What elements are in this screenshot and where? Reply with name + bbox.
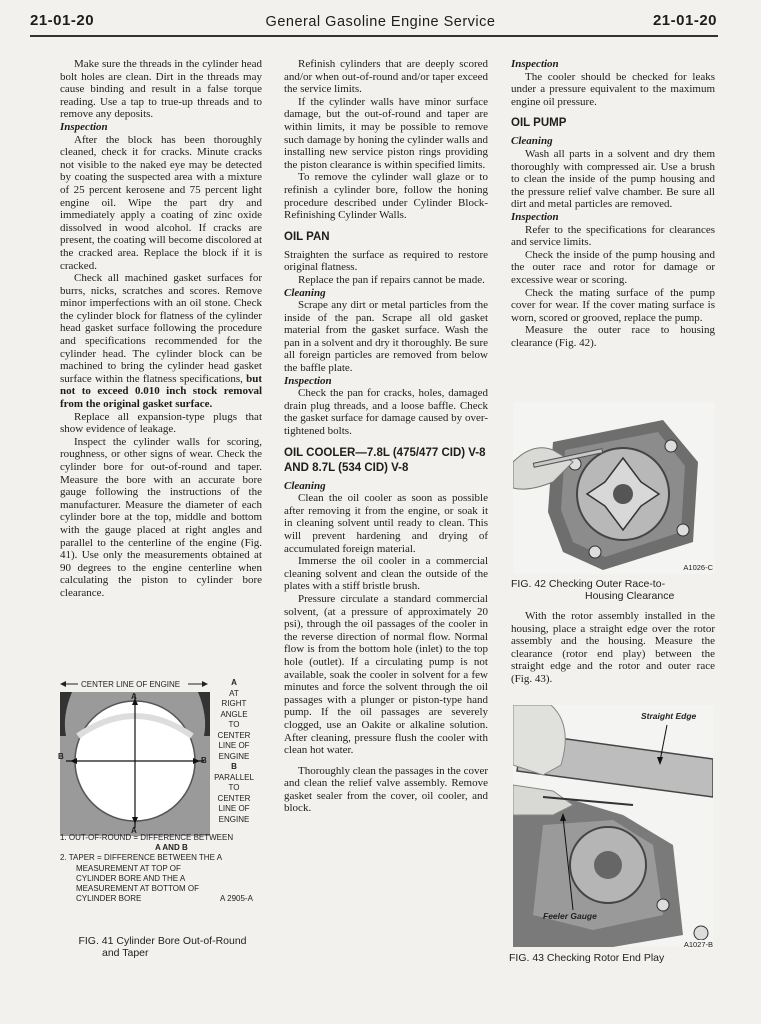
paragraph: Inspect the cylinder walls for scoring, roughness, or other signs of wear. Check the cylinder bore for out-of-round and taper. Measure the bore with an accurate bore gauge following the instructions of the manufacturer. Measure the diameter of each cylinder bore at the top, middle and bottom with the gauge placed at right angles and parallel to the centerline of the engine (Fig. 41). Use only the measurements obtained at 90 degrees to the engine centerline when calculating the piston to cylinder bore clearance. <box>60 435 262 599</box>
subheading-inspection: Inspection <box>511 58 559 70</box>
subheading-cleaning: Cleaning <box>284 479 326 492</box>
label-feeler-gauge: Feeler Gauge <box>543 911 597 921</box>
paragraph: With the rotor assembly installed in the housing, place a straight edge over the rotor assembly and the housing. Measure the clearance (rotor end play) between the straight edge and the rotor and outer race (Fig. 43). <box>511 610 715 685</box>
figure-41-caption: FIG. 41 Cylinder Bore Out-of-Round and Taper <box>78 935 247 959</box>
side-legend-a: A AT RIGHT ANGLE TO CENTER LINE OF ENGINE B PARALLEL TO CENTER LINE OF ENGINE <box>214 678 254 824</box>
bold-text: but not to exceed 0.010 inch stock removal from the original gasket surface. <box>60 372 263 411</box>
figure-41-notes: 1. OUT-OF-ROUND = DIFFERENCE BETWEEN A AND B 2. TAPER = DIFFERENCE BETWEEN THE A MEASUREMENT AT TOP OF CYLINDER BORE AND THE A MEASUREMENT AT BOTTOM OF CYLINDER BORE A 2905-A <box>60 833 253 904</box>
page-header <box>0 0 761 36</box>
subheading-inspection: Inspection <box>511 210 559 223</box>
paragraph: The cooler should be checked for leaks under a pressure equivalent to the maximum engine oil pressure. <box>511 70 715 108</box>
figure-42 <box>513 402 715 574</box>
paragraph: Straighten the surface as required to restore original flatness. <box>284 248 488 274</box>
label-b-left: B <box>58 752 64 761</box>
paragraph: Clean the oil cooler as soon as possible after removing it from the engine, or soak it in cleaning solvent until ready to clean. This will prevent hardening and drying of accumulated foreign material. <box>284 492 488 555</box>
text: Check all machined gasket surfaces for burrs, nicks, scratches and scores. Remove minor imperfections with an oil stone. Check the cylinder block for flatness of the cylinder head gasket surface following the procedure and specifications recommended for the cylinder head. The cylinder block can be machined to bring the cylinder head gasket surface within the flatness specifications, <box>60 272 262 385</box>
figure-43-caption: FIG. 43 Checking Rotor End Play <box>509 952 665 964</box>
page-number-right: 21-01-20 <box>652 12 717 29</box>
column-1 <box>60 58 262 600</box>
column-3-continued <box>511 610 715 686</box>
label-b-right: B <box>201 756 207 765</box>
subheading-inspection: Inspection <box>60 120 108 133</box>
paragraph: Refinish cylinders that are deeply scored and/or when out-of-round and/or taper exceed the service limits. <box>284 58 488 96</box>
paragraph: Check the inside of the pump housing and the outer race and rotor for damage or excessive wear or scoring. <box>511 248 715 286</box>
paragraph: Refer to the specifications for clearances and service limits. <box>511 223 715 249</box>
section-heading-oil-cooler: OIL COOLER—7.8L (475/477 CID) V-8 AND 8.7L (534 CID) V-8 <box>284 446 486 474</box>
paragraph: Replace all expansion-type plugs that show evidence of leakage. <box>60 410 262 436</box>
figure-43 <box>513 705 713 947</box>
figure-code: A 2905-A <box>220 894 253 904</box>
figure-41 <box>58 676 268 836</box>
header-rule <box>30 35 718 37</box>
paragraph <box>60 272 262 411</box>
paragraph: Replace the pan if repairs cannot be made. <box>298 273 485 286</box>
label-a-bottom: A <box>131 826 137 835</box>
figure-code: A1026-C <box>683 563 713 572</box>
subheading-inspection: Inspection <box>284 374 332 387</box>
oil-pump-photo <box>513 402 715 574</box>
page-title: General Gasoline Engine Service <box>265 14 496 30</box>
paragraph: Pressure circulate a standard commercial solvent, (at a pressure of approximately 20 psi), through the oil passages of the cooler in the reverse direction of normal flow. Normal flow is from the bottom hole (inlet) to the top hole (outlet). If a circulating pump is not available, soak the cooler in solvent for a few minutes and force the solvent through the oil passages with a plunger or piston-type hand pump. If the oil passages are severely clogged, use an Oakite or alkaline solution. After cleaning, pressure flush the cooler with clean hot water. <box>284 592 488 757</box>
figure-42-caption: FIG. 42 Checking Outer Race-to- Housing Clearance <box>511 578 675 602</box>
label-straight-edge: Straight Edge <box>641 711 697 721</box>
paragraph: Measure the outer race to housing clearance (Fig. 42). <box>511 324 715 349</box>
column-3 <box>511 58 715 349</box>
column-2 <box>284 58 488 815</box>
paragraph: Wash all parts in a solvent and dry them thoroughly with compressed air. Use a brush to clean the inside of the pump housing and the pressure relief valve chamber. Be sure all dirt and metal particles are removed. <box>511 147 715 211</box>
paragraph: Check the mating surface of the pump cover for wear. If the cover mating surface is worn, scored or grooved, replace the pump. <box>511 286 715 324</box>
section-heading-oil-pan: OIL PAN <box>284 230 330 243</box>
figure-code: A1027-B <box>683 940 713 949</box>
paragraph: If the cylinder walls have minor surface damage, but the out-of-round and taper are within limits, it may be possible to remove such damage by honing the cylinder walls and installing new service piston rings providing the piston clearance is within specified limits. <box>284 95 488 171</box>
paragraph: Scrape any dirt or metal particles from the inside of the pan. Scrape all old gasket material from the gasket surface. Wash the pan in a solvent and dry it thoroughly. Be sure all foreign particles are removed from below the baffle plate. <box>284 299 488 375</box>
paragraph: Immerse the oil cooler in a commercial cleaning solvent and clean the outside of the plates with a stiff bristle brush. <box>284 555 488 593</box>
section-heading-oil-pump: OIL PUMP <box>511 117 567 130</box>
paragraph: Make sure the threads in the cylinder head bolt holes are clean. Dirt in the threads may cause binding and result in a false torque reading. Use a tap to true-up threads and to remove any deposits. <box>60 58 262 121</box>
subheading-cleaning: Cleaning <box>511 135 553 148</box>
label-a-top: A <box>131 692 137 701</box>
subheading-cleaning: Cleaning <box>284 286 326 299</box>
paragraph: Check the pan for cracks, holes, damaged drain plug threads, and a loose baffle. Check the gasket surface for damage caused by over-tightened bolts. <box>284 387 488 438</box>
paragraph: To remove the cylinder wall glaze or to refinish a cylinder bore, follow the honing procedure described under Cylinder Block-Refinishing Cylinder Walls. <box>284 171 488 222</box>
paragraph: After the block has been thoroughly cleaned, check it for cracks. Minute cracks not visible to the naked eye may be detected by coating the suspected area with a mixture of 25 percent kerosene and 75 percent light engine oil. Wipe the part dry and immediately apply a coating of zinc oxide dissolved in wood alcohol. If cracks are present, the coating will become discolored at the cracked area. Replace the block if it is cracked. <box>60 133 262 272</box>
page-number-left: 21-01-20 <box>30 12 95 29</box>
paragraph: Thoroughly clean the passages in the cover and clean the relief valve assembly. Remove gasket sealer from the cover, oil cooler, and block. <box>284 764 488 815</box>
centerline-label: CENTER LINE OF ENGINE <box>81 680 181 689</box>
